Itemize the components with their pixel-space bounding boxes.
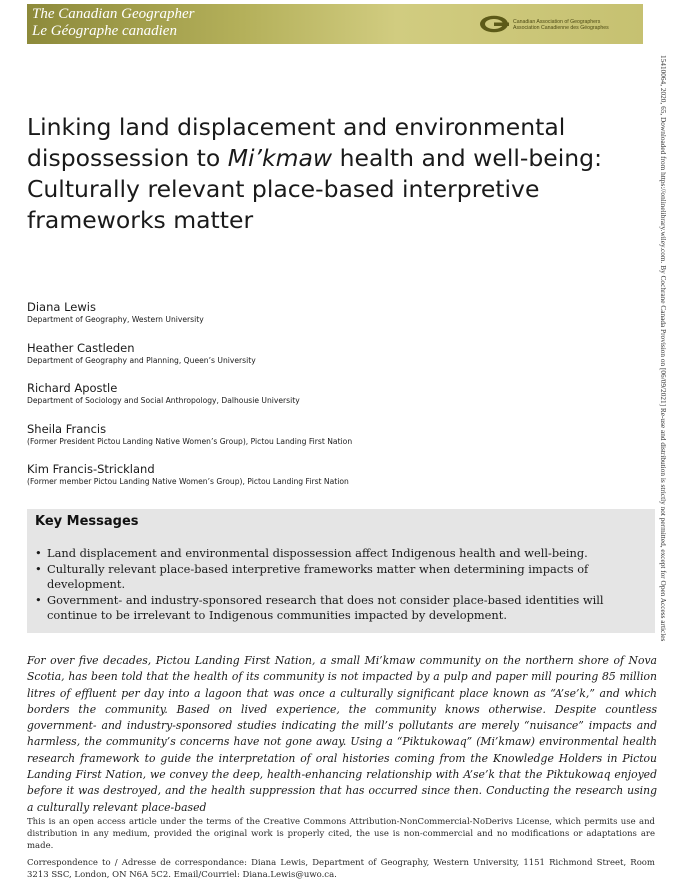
author-entry [27, 422, 627, 463]
key-message-item: • Government- and industry-sponsored research that does not consider place-based identities will continue to be irrelevant to Indigenous communities impacted by development. [35, 593, 635, 623]
author-name: Diana Lewis [27, 300, 96, 314]
title-italic: Mi’kmaw [227, 144, 333, 172]
correspondence-note: Correspondence to / Adresse de correspondance: Diana Lewis, Department of Geography, Western University, 1151 Richmond Street, Room 3213 SSC, London, ON N6A 5C2. Email/Courriel: Diana.Lewis@uwo.ca. [27, 858, 655, 880]
author-entry [27, 381, 627, 422]
association-name [513, 19, 609, 31]
association-name-en: Canadian Association of Geographers [513, 19, 601, 25]
journal-title-en: The Canadian Geographer [32, 6, 195, 22]
journal-title-fr: Le Géographe canadien [32, 23, 177, 39]
cag-logo-icon [479, 15, 509, 33]
title-part-1: Linking land displacement and environmental dispossession to [27, 113, 566, 172]
author-name: Richard Apostle [27, 381, 118, 395]
author-entry [27, 300, 627, 341]
title-part-2: health and well-being: Culturally relevant place-based interpretive frameworks matter [27, 144, 603, 234]
author-entry [27, 341, 627, 382]
author-name: Sheila Francis [27, 421, 107, 436]
key-message-item: • Culturally relevant place-based interpretive frameworks matter when determining impacts of development. [35, 562, 635, 592]
journal-banner [27, 4, 643, 44]
author-affiliation: Department of Geography and Planning, Queen’s University [27, 355, 256, 365]
download-side-note: 15410064, 2020, 65, Downloaded from https://onlinelibrary.wiley.com. By Cochrane Canada Provision on [06/09/2021] Re-use and distribution is strictly not permitted, except for Open Access articles [659, 55, 668, 642]
author-list [27, 300, 627, 503]
author-entry [27, 462, 627, 503]
association-name-fr: Association Canadienne des Géographes [513, 25, 609, 31]
author-name: Heather Castleden [27, 340, 135, 355]
author-affiliation: Department of Sociology and Social Anthropology, Dalhousie University [27, 396, 300, 405]
key-messages-list [35, 546, 635, 624]
author-affiliation: Department of Geography, Western University [27, 315, 204, 324]
article-title [27, 112, 637, 236]
author-affiliation: (Former member Pictou Landing Native Women’s Group), Pictou Landing First Nation [27, 477, 349, 486]
key-message-item: • Land displacement and environmental dispossession affect Indigenous health and well-being. [35, 546, 635, 561]
key-messages-box [27, 509, 655, 633]
license-notice: This is an open access article under the terms of the Creative Commons Attribution-NonCommercial-NoDerivs License, which permits use and distribution in any medium, provided the original work is properly cited, the use is non-commercial and no modifications or adaptations are made. [27, 817, 655, 851]
key-messages-heading: Key Messages [35, 514, 139, 529]
author-affiliation: (Former President Pictou Landing Native Women’s Group), Pictou Landing First Nation [27, 436, 353, 446]
author-name: Kim Francis-Strickland [27, 462, 155, 476]
abstract-text: For over five decades, Pictou Landing First Nation, a small Mi’kmaw community on the northern shore of Nova Scotia, has been told that the health of its community is not impacted by a pulp and paper mill pouring 85 million litres of effluent per day into a lagoon that was once a culturally significant place known as “A’se’k,” and which borders the community. Based on lived experience, the community knows otherwise. Despite countless government- and industry-sponsored studies indicating the mill’s pollutants are merely “nuisance” impacts and harmless, the community’s concerns have not gone away. Using a “Piktukowaq” (Mi’kmaw) environmental health research framework to guide the interpretation of oral histories coming from the Knowledge Holders in Pictou Landing First Nation, we convey the deep, health-enhancing relationship with A’se’k that the Piktukowaq enjoyed before it was destroyed, and the health suppression that has occurred since then. Conducting the research using a culturally relevant place-based [27, 654, 657, 814]
journal-title [32, 6, 195, 40]
